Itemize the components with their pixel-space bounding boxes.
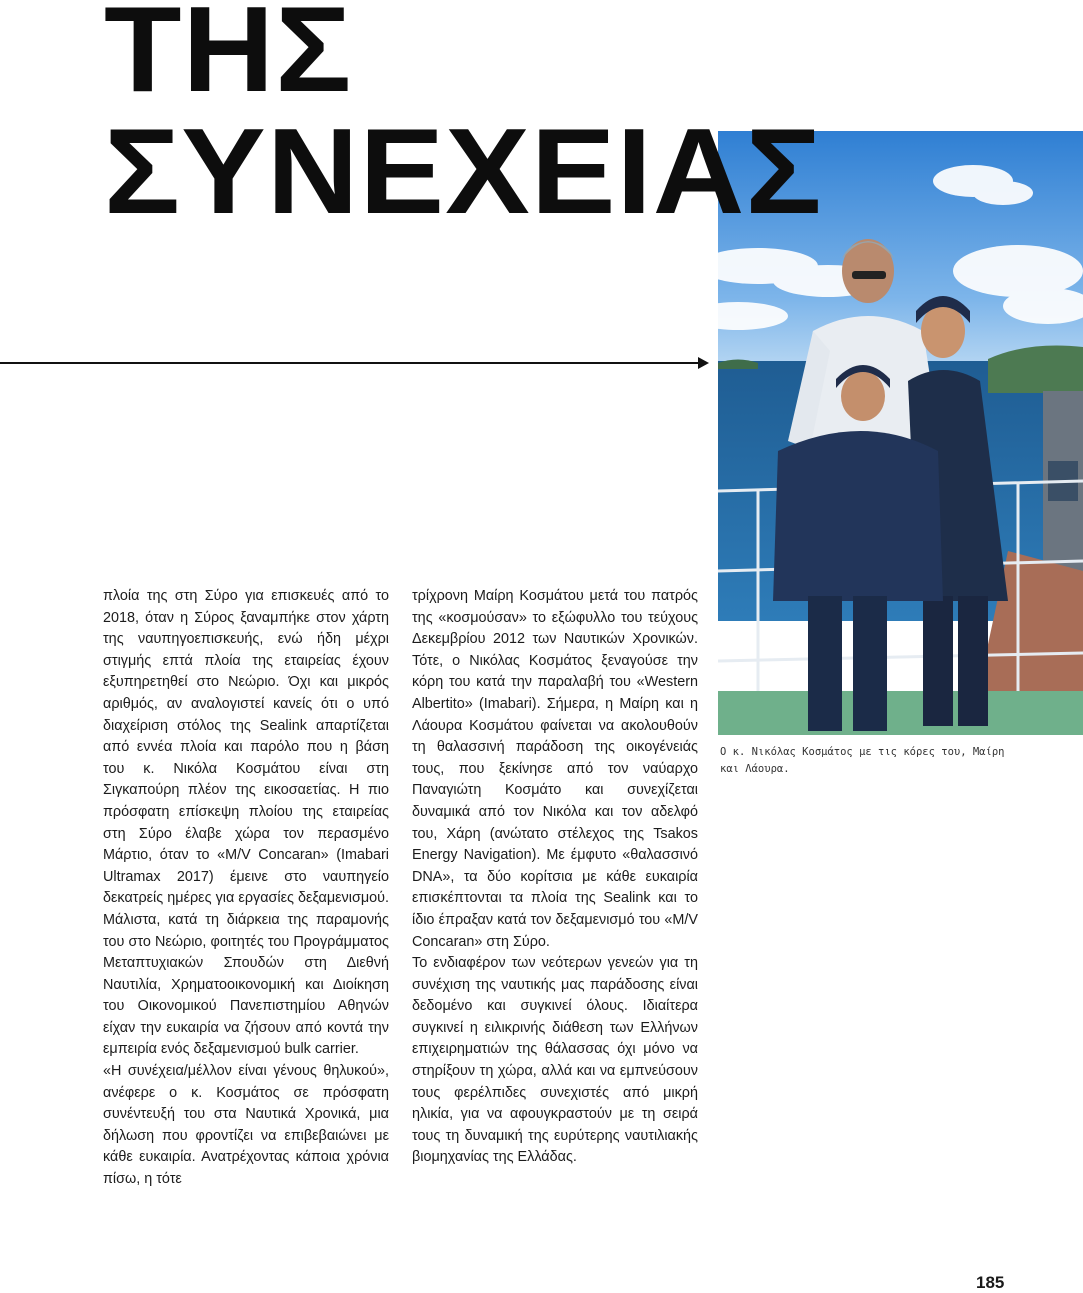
photo-caption: Ο κ. Νικόλας Κοσμάτος με τις κόρες του, Μαίρη και Λάουρα. <box>720 746 1005 775</box>
article-paragraph: τρίχρονη Μαίρη Κοσμάτου μετά του πατρός της «κοσμούσαν» το εξώφυλλο του τεύχους Δεκεμβρίου 2012 των Ναυτικών Χρονικών. Τότε, ο Νικόλας Κοσμάτος ξεναγούσε την κόρη του κατά την παραλαβή του «Western Albertito» (Imabari). Σήμερα, η Μαίρη και η Λάουρα Κοσμάτου φαίνεται να ακολουθούν τη θαλασσινή παράδοση της οικογένειάς τους, που ξεκίνησε από τον ναύαρχο Παναγιώτη Κοσμάτο και συνεχίζεται δυναμικά από τον Νικόλα και τον αδελφό του, Χάρη (ανώτατο στέλεχος της Tsakos Energy Navigation). Με έμφυτο «θαλασσινό DNA», τα δύο κορίτσια με κάθε ευκαιρία επισκέπτονται τα πλοία της Sealink και το ίδιο έπραξαν κατά τον δεξαμενισμό του «M/V Concaran» στη Σύρο. <box>412 588 698 950</box>
arrow-divider <box>0 356 710 370</box>
headline-line-2: ΣΥΝΕΧΕΙΑΣ <box>104 103 823 239</box>
headline <box>104 0 823 239</box>
headline-line-1: ΤΗΣ <box>104 0 353 117</box>
page-number: 185 <box>976 1273 1005 1292</box>
article-paragraph: Το ενδιαφέρον των νεότερων γενεών για τη συνέχιση της ναυτικής μας παράδοσης είναι δεδομένο και συγκινεί όλους. Ιδιαίτερα συγκινεί η ειλικρινής διάθεση των Ελλήνων επιχειρηματιών της θάλασσας όχι μόνο να στηρίξουν τη χώρα, αλλά και να εμπνεύσουν τους φερέλπιδες συνεχιστές από μικρή ηλικία, για να αφουγκραστούν με τη σειρά τους τη δυναμική της ευρύτερης ναυτιλιακής βιομηχανίας της Ελλάδας. <box>412 955 698 1166</box>
article-paragraph: «Η συνέχεια/μέλλον είναι γένους θηλυκού», ανέφερε ο κ. Κοσμάτος σε πρόσφατη συνέντευξή του στα Ναυτικά Χρονικά, μια δήλωση που φροντίζει να επιβεβαιώνει με κάθε ευκαιρία. Ανατρέχοντας κάποια χρόνια πίσω, η τότε <box>103 1063 389 1188</box>
ship-deck <box>718 691 1083 735</box>
article-column-1 <box>103 586 389 1191</box>
article-column-2 <box>412 586 698 1169</box>
article-paragraph: πλοία της στη Σύρο για επισκευές από το 2018, όταν η Σύρος ξαναμπήκε στον χάρτη της ναυπηγοεπισκευής, ενώ ήδη μέχρι στιγμής επτά πλοία της εταιρείας έχουν εξυπηρετηθεί στο Νεώριο. Όχι και μικρός αριθμός, αν αναλογιστεί κανείς ότι ο υπό διαχείριση στόλος της Sealink απαρτίζεται από εννέα πλοία και παρόλο που η βάση του κ. Νικόλα Κοσμάτου είναι στη Σιγκαπούρη πλέον της εικοσαετίας. Η πιο πρόσφατη επίσκεψη πλοίου της εταιρείας στη Σύρο έλαβε χώρα τον περασμένο Μάρτιο, όταν το «M/V Concaran» (Imabari Ultramax 2017) έμεινε στο ναυπηγείο δεκατρείς ημέρες για εργασίες δεξαμενισμού. Μάλιστα, κατά τη διάρκεια της παραμονής του στο Νεώριο, φοιτητές του Προγράμματος Μεταπτυχιακών Σπουδών στη Διεθνή Ναυτιλία, Χρηματοοικονομική και Διοίκηση του Οικονομικού Πανεπιστημίου Αθηνών είχαν την ευκαιρία να ζήσουν από κοντά την εμπειρία ενός δεξαμενισμού bulk carrier. <box>103 588 389 1058</box>
